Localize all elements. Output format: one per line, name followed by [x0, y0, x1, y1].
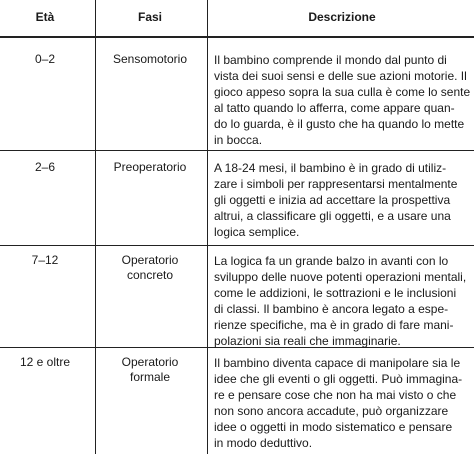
- desc-line: come le addizioni, le sottrazioni e le inclusioni: [214, 286, 457, 300]
- cell-descrizione: [214, 355, 470, 451]
- desc-line: idee o oggetti in modo sistematico e pensare: [214, 420, 453, 434]
- cell-descrizione: [214, 253, 470, 349]
- cell-fase: [96, 253, 204, 283]
- desc-line: Il bambino comprende il mondo dal punto di: [214, 53, 447, 67]
- header-descrizione: Descrizione: [308, 10, 376, 24]
- desc-line: altrui, a classificare gli oggetti, e a usare una: [214, 209, 451, 223]
- table-header: [0, 0, 474, 38]
- desc-line: do lo guarda, è il gusto che ha quando lo mette: [214, 117, 465, 131]
- desc-line: al tatto quando lo afferra, come appare quan-: [214, 101, 455, 115]
- cell-eta: 7–12: [31, 253, 59, 267]
- cell-eta: 2–6: [34, 160, 56, 174]
- desc-line: La logica fa un grande balzo in avanti con lo: [214, 254, 449, 268]
- cell-descrizione: [214, 160, 470, 240]
- desc-line: in modo deduttivo.: [214, 436, 313, 450]
- desc-line: A 18-24 mesi, il bambino è in grado di utiliz-: [214, 161, 447, 175]
- desc-line: zare i simboli per rappresentarsi mentalmente: [214, 177, 458, 191]
- row-divider-1: [0, 150, 474, 151]
- desc-line: gli oggetti e inizia ad accettare la prospettiva: [214, 193, 451, 207]
- cell-fase: [96, 52, 204, 67]
- desc-line: vista dei suoi sensi e delle sue azioni motorie. Il: [214, 69, 467, 83]
- cell-eta: 12 e oltre: [19, 355, 71, 369]
- cell-fase: [96, 160, 204, 175]
- cell-descrizione: [214, 52, 470, 148]
- desc-line: re e pensare cose che non ha mai visto o che: [214, 388, 457, 402]
- desc-line: rienze specifiche, ma è in grado di fare mani-: [214, 318, 454, 332]
- desc-line: non sono ancora accadute, può organizzare: [214, 404, 449, 418]
- desc-line: Il bambino diventa capace di manipolare sia le: [214, 356, 461, 370]
- cell-fase-line: Preoperatorio: [113, 160, 187, 174]
- desc-line: idee che gli eventi o gli oggetti. Può immagina-: [214, 372, 463, 386]
- column-divider-2: [207, 0, 208, 454]
- cell-fase-line: concreto: [126, 268, 174, 282]
- header-eta: Età: [35, 10, 55, 24]
- desc-line: sviluppo delle nuove potenti operazioni mentali,: [214, 270, 467, 284]
- cell-fase-line: Operatorio: [121, 355, 179, 369]
- cell-fase-line: formale: [129, 370, 170, 384]
- cell-fase-line: Operatorio: [121, 253, 179, 267]
- header-fasi: Fasi: [137, 10, 162, 24]
- cell-fase-line: Sensomotorio: [112, 52, 188, 66]
- desc-line: polazioni sia reali che immaginarie.: [214, 334, 401, 348]
- cell-fase: [96, 355, 204, 385]
- desc-line: logica semplice.: [214, 225, 300, 239]
- row-divider-2: [0, 245, 474, 246]
- column-divider-1: [95, 0, 96, 454]
- cell-eta: 0–2: [34, 52, 56, 66]
- desc-line: in bocca.: [214, 133, 263, 147]
- desc-line: di classi. Il bambino è ancora legato a espe-: [214, 302, 449, 316]
- desc-line: gioco appeso sopra la sua culla è come lo sente: [214, 85, 471, 99]
